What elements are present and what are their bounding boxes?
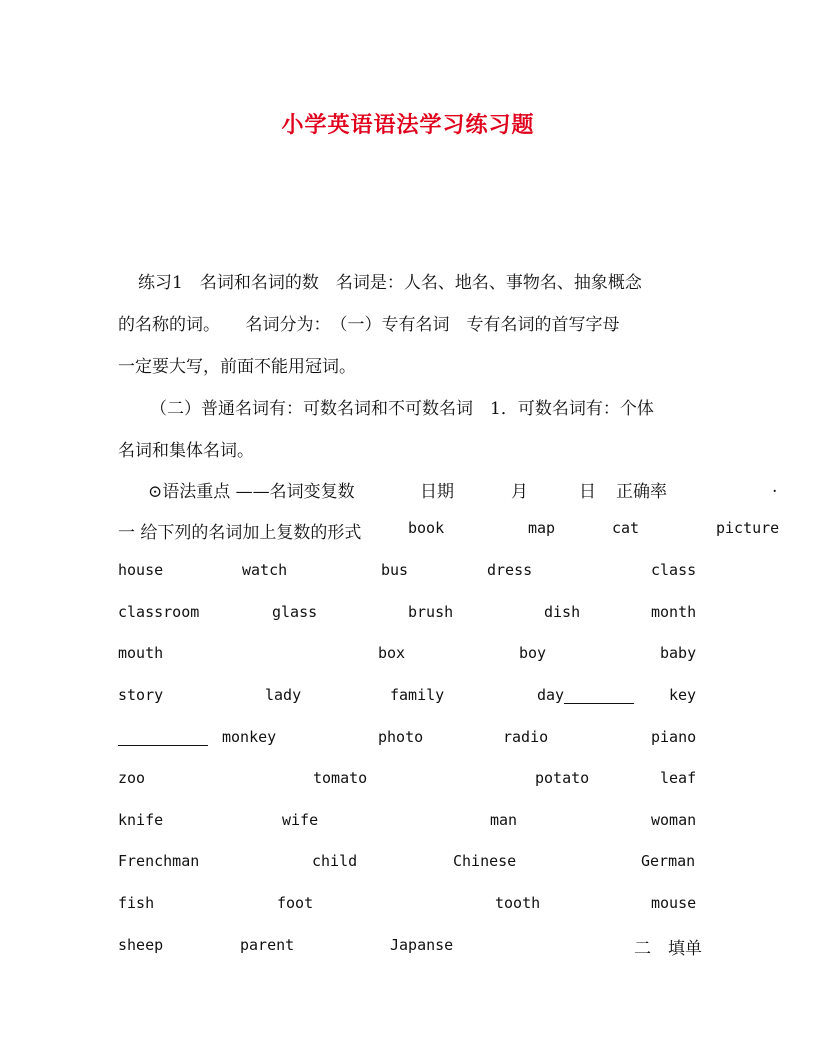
word-frenchman: Frenchman: [118, 852, 200, 870]
word-row: [0, 728, 816, 752]
intro-line-4: （二）普通名词有：可数名词和不可数名词 1．可数名词有：个体: [150, 399, 654, 419]
word-bus: bus: [381, 561, 409, 579]
word-row: [0, 894, 816, 918]
month-label: 月: [511, 482, 528, 502]
word-glass: glass: [272, 603, 318, 621]
word-key: key: [669, 686, 697, 704]
word-class: class: [651, 561, 697, 579]
word-month: month: [651, 603, 697, 621]
word-row: [0, 644, 816, 668]
word-dish: dish: [544, 603, 581, 621]
word-woman: woman: [651, 811, 697, 829]
word-row: [0, 936, 816, 960]
trailing-dot: .: [772, 477, 778, 497]
word-family: family: [390, 686, 445, 704]
word-fish: fish: [118, 894, 155, 912]
word-radio: radio: [503, 728, 549, 746]
word-german: German: [641, 852, 696, 870]
word-leaf: leaf: [660, 769, 697, 787]
word-map: map: [528, 519, 556, 537]
word-wife: wife: [282, 811, 319, 829]
word-foot: foot: [277, 894, 314, 912]
intro-line-3: 一定要大写，前面不能用冠词。: [118, 357, 356, 377]
word-cat: cat: [612, 519, 640, 537]
word-child: child: [312, 852, 358, 870]
word-classroom: classroom: [118, 603, 200, 621]
answer-blank[interactable]: [564, 702, 634, 704]
word-baby: baby: [660, 644, 697, 662]
word-knife: knife: [118, 811, 164, 829]
word-photo: photo: [378, 728, 424, 746]
word-tooth: tooth: [495, 894, 541, 912]
word-tomato: tomato: [313, 769, 368, 787]
answer-blank-line[interactable]: [118, 728, 208, 746]
word-row: [0, 561, 816, 585]
word-day: [537, 686, 634, 704]
grammar-focus-label: ⊙语法重点 ——名词变复数: [148, 482, 355, 502]
word-book: book: [408, 519, 445, 537]
word-brush: brush: [408, 603, 454, 621]
word-day-text: day: [537, 686, 565, 704]
section-1-label: 一 给下列的名词加上复数的形式: [118, 523, 362, 543]
word-dress: dress: [487, 561, 533, 579]
day-label: 日: [579, 482, 596, 502]
intro-line-5: 名词和集体名词。: [118, 441, 254, 461]
word-story: story: [118, 686, 164, 704]
accuracy-label: 正确率: [616, 482, 667, 502]
word-row: [0, 519, 816, 543]
section-2-label: 二 填单: [634, 939, 702, 959]
word-box: box: [378, 644, 406, 662]
intro-line-1: 练习1 名词和名词的数 名词是：人名、地名、事物名、抽象概念: [138, 273, 642, 293]
word-mouth: mouth: [118, 644, 164, 662]
document-title: 小学英语语法学习练习题: [281, 112, 535, 138]
word-row: [0, 852, 816, 876]
word-monkey: monkey: [222, 728, 277, 746]
word-watch: watch: [242, 561, 288, 579]
word-house: house: [118, 561, 164, 579]
date-label: 日期: [420, 482, 454, 502]
word-potato: potato: [535, 769, 590, 787]
answer-blank[interactable]: [118, 744, 208, 746]
word-piano: piano: [651, 728, 697, 746]
intro-line-2: 的名称的词。 名词分为： （一）专有名词 专有名词的首写字母: [118, 315, 620, 335]
word-row: [0, 603, 816, 627]
word-row: [0, 769, 816, 793]
word-chinese: Chinese: [453, 852, 517, 870]
word-lady: lady: [265, 686, 302, 704]
word-row: [0, 686, 816, 710]
word-mouse: mouse: [651, 894, 697, 912]
word-japanse: Japanse: [390, 936, 454, 954]
word-zoo: zoo: [118, 769, 146, 787]
word-parent: parent: [240, 936, 295, 954]
word-row: [0, 811, 816, 835]
word-man: man: [490, 811, 518, 829]
word-picture: picture: [716, 519, 780, 537]
word-boy: boy: [519, 644, 547, 662]
word-sheep: sheep: [118, 936, 164, 954]
